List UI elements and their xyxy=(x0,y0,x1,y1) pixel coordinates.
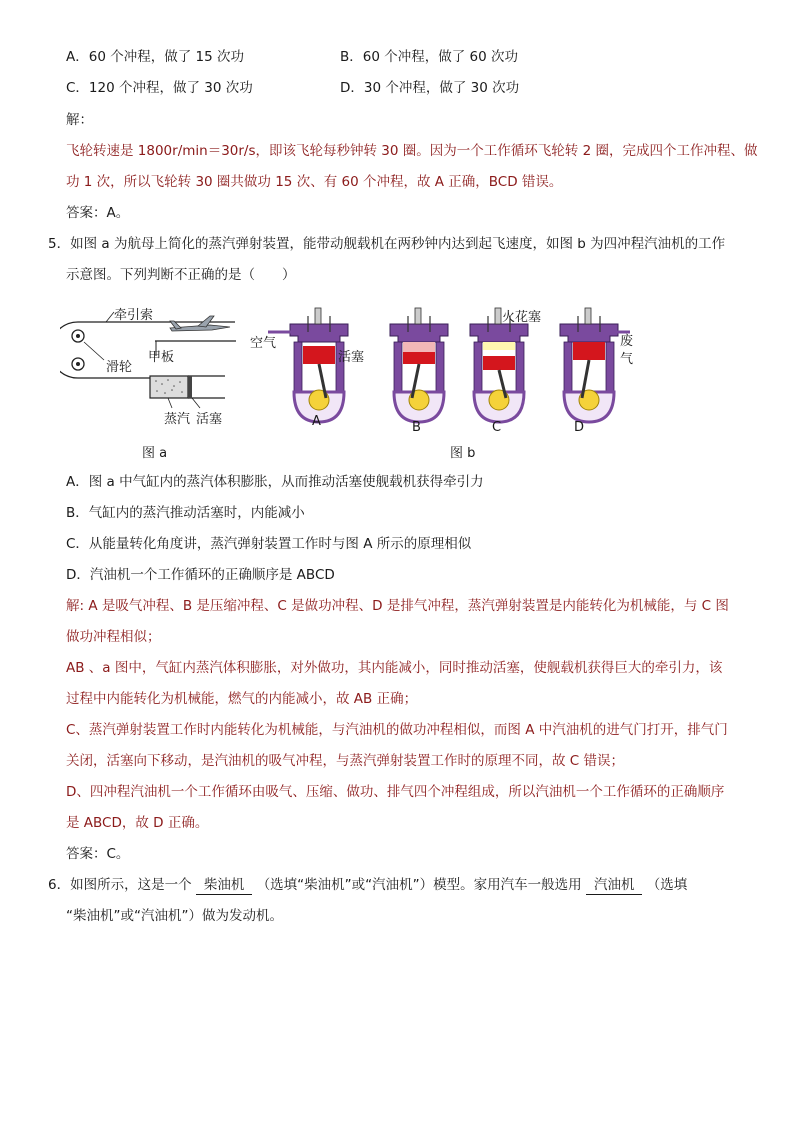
figure-a-catapult xyxy=(60,298,250,428)
engine-b-compression xyxy=(390,308,448,422)
q6-blank-2[interactable]: 汽油机 xyxy=(586,876,643,895)
q6-text-3: （选填 xyxy=(646,877,688,893)
q4-option-d: D．30 个冲程，做了 30 次功 xyxy=(340,80,520,96)
q5-solution-line-2: 做功冲程相似； xyxy=(66,629,161,645)
q5-solution-line-8: 是 ABCD，故 D 正确。 xyxy=(66,815,209,831)
q5-option-d: D．汽油机一个工作循环的正确顺序是 ABCD xyxy=(66,567,335,583)
q5-option-b: B．气缸内的蒸汽推动活塞时，内能减小 xyxy=(66,505,305,521)
label-pulley: 滑轮 xyxy=(106,360,133,375)
q6-stem-line-2: “柴油机”或“汽油机”）做为发动机。 xyxy=(66,908,283,924)
engine-c-power xyxy=(470,308,528,422)
engine-b-label: B xyxy=(412,420,421,435)
label-exhaust-2: 气 xyxy=(620,352,634,367)
q5-solution-line-4: 过程中内能转化为机械能，燃气的内能减小，故 AB 正确； xyxy=(66,691,418,707)
q4-solution-label: 解： xyxy=(66,112,93,128)
q4-option-c: C．120 个冲程，做了 30 次功 xyxy=(66,80,253,96)
engine-d-label: D xyxy=(574,420,585,435)
q4-solution-line-1: 飞轮转速是 1800r/min＝30r/s，即该飞轮每秒钟转 30 圈。因为一个工作循环飞轮转 2 圈，完成四个工作冲程、做 xyxy=(66,143,758,159)
q6-text-2: （选填“柴油机”或“汽油机”）模型。家用汽车一般选用 xyxy=(256,877,582,893)
engine-c-label: C xyxy=(492,420,502,435)
label-piston-a: 活塞 xyxy=(196,412,223,427)
engines-diagram xyxy=(250,296,640,436)
figure-b-caption: 图 b xyxy=(450,446,476,461)
label-piston-b: 活塞 xyxy=(338,350,365,365)
q5-option-a: A．图 a 中气缸内的蒸汽体积膨胀，从而推动活塞使舰载机获得牵引力 xyxy=(66,474,484,490)
label-spark-plug: 火花塞 xyxy=(502,310,542,325)
q5-solution-line-5: C、蒸汽弹射装置工作时内能转化为机械能，与汽油机的做功冲程相似，而图 A 中汽油机的进气门打开，排气门 xyxy=(66,722,728,738)
q5-stem-line-2: 示意图。下列判断不正确的是（ ） xyxy=(66,267,296,283)
label-steam: 蒸汽 xyxy=(164,412,191,427)
figure-a-caption: 图 a xyxy=(142,446,168,461)
q4-option-a: A．60 个冲程，做了 15 次功 xyxy=(66,49,244,65)
q4-solution-line-2: 功 1 次，所以飞轮转 30 圈共做功 15 次、有 60 个冲程，故 A 正确，BCD 错误。 xyxy=(66,174,563,190)
q6-stem-line-1 xyxy=(48,875,687,895)
engine-a-label: A xyxy=(312,414,321,429)
q5-option-c: C．从能量转化角度讲，蒸汽弹射装置工作时与图 A 所示的原理相似 xyxy=(66,536,472,552)
label-air: 空气 xyxy=(250,336,277,351)
q4-option-b: B．60 个冲程，做了 60 次功 xyxy=(340,49,518,65)
label-deck: 甲板 xyxy=(148,350,175,365)
q5-stem-line-1: 5．如图 a 为航母上简化的蒸汽弹射装置，能带动舰载机在两秒钟内达到起飞速度，如图 b 为四冲程汽油机的工作 xyxy=(48,236,726,252)
label-exhaust-1: 废 xyxy=(620,334,634,349)
airplane-icon xyxy=(170,316,230,331)
steam-chamber xyxy=(150,376,188,398)
q4-answer: 答案：A。 xyxy=(66,205,130,221)
label-rope: 牵引索 xyxy=(114,308,154,323)
q5-solution-line-6: 关闭，活塞向下移动，是汽油机的吸气冲程，与蒸汽弹射装置工作时的原理不同，故 C 错误； xyxy=(66,753,625,769)
q5-answer: 答案：C。 xyxy=(66,846,130,862)
q5-solution-line-1: 解: A 是吸气冲程、B 是压缩冲程、C 是做功冲程、D 是排气冲程，蒸汽弹射装置是内能转化为机械能，与 C 图 xyxy=(66,598,729,614)
q5-solution-line-3: AB 、a 图中，气缸内蒸汽体积膨胀，对外做功，其内能减小，同时推动活塞，使舰载机获得巨大的牵引力，该 xyxy=(66,660,723,676)
q5-solution-line-7: D、四冲程汽油机一个工作循环由吸气、压缩、做功、排气四个冲程组成，所以汽油机一个工作循环的正确顺序 xyxy=(66,784,725,800)
engine-a-intake xyxy=(268,308,348,422)
piston-block xyxy=(188,376,192,398)
q6-blank-1[interactable]: 柴油机 xyxy=(196,876,253,895)
figure-b-engines xyxy=(250,296,640,436)
q6-text-1: 6．如图所示，这是一个 xyxy=(48,877,192,893)
